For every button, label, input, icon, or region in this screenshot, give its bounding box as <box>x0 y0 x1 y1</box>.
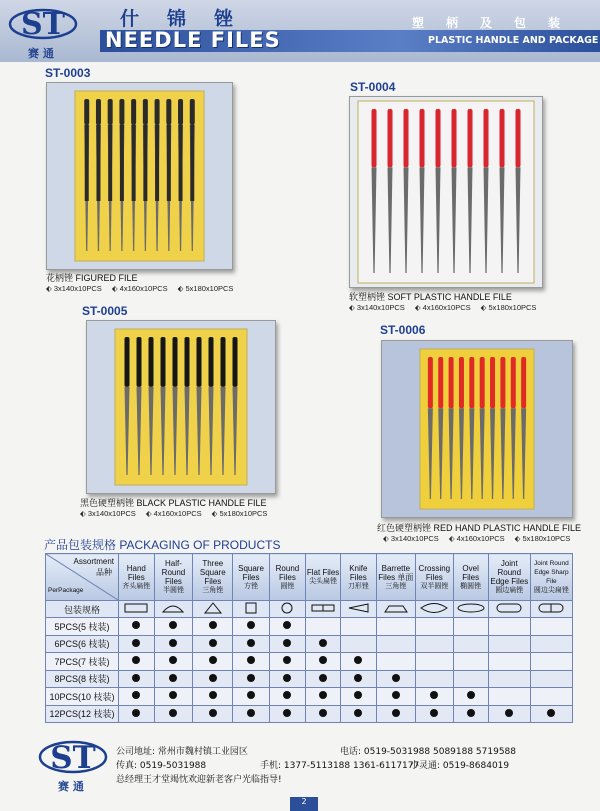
column-header <box>416 554 453 601</box>
table-corner-cell <box>46 554 119 601</box>
table-cell <box>453 670 488 688</box>
table-cell <box>154 618 193 636</box>
included-dot-icon <box>283 709 291 717</box>
product-name: 黑色硬塑柄锉 BLACK PLASTIC HANDLE FILE <box>80 498 267 508</box>
shape-knife-icon <box>341 601 376 618</box>
footer-phone: 电话: 0519-5031988 5089188 5719588 <box>340 747 517 757</box>
column-header-en: Ovel Files <box>462 563 480 582</box>
included-dot-icon <box>354 691 362 699</box>
subtitle-en: PLASTIC HANDLE AND PACKAGE <box>428 35 599 46</box>
product-photo-st0003 <box>46 82 233 270</box>
row-label: 10PCS(10 枝装) <box>46 688 119 706</box>
included-dot-icon <box>132 621 140 629</box>
table-cell <box>488 670 530 688</box>
included-dot-icon <box>209 656 217 664</box>
table-cell <box>416 688 453 706</box>
table-cell <box>453 653 488 671</box>
column-header-en: Hand Files <box>126 563 146 582</box>
table-cell <box>154 653 193 671</box>
column-header <box>341 554 376 601</box>
table-cell <box>453 705 488 723</box>
footer-brand-cn: 赛 通 <box>58 780 84 793</box>
column-header-en: Barrette Files 单面 <box>378 563 414 582</box>
packaging-title: 产品包装规格 PACKAGING OF PRODUCTS <box>44 538 281 552</box>
included-dot-icon <box>169 621 177 629</box>
product-specs: ⬖ 3x140x10PCS ⬖ 4x160x10PCS ⬖ 5x180x10PCS <box>383 534 571 543</box>
table-cell <box>269 670 305 688</box>
included-dot-icon <box>467 691 475 699</box>
table-cell <box>233 618 270 636</box>
row-label: 8PCS(8 枝装) <box>46 670 119 688</box>
product-photo-st0004 <box>349 96 543 288</box>
product-specs: ⬖ 3x140x10PCS ⬖ 4x160x10PCS ⬖ 5x180x10PCS <box>349 303 537 312</box>
included-dot-icon <box>319 691 327 699</box>
corner-per-package: PerPackage <box>48 587 84 594</box>
column-header <box>488 554 530 601</box>
table-cell <box>488 618 530 636</box>
column-header <box>119 554 155 601</box>
shape-sharp-icon <box>530 601 572 618</box>
table-cell <box>306 653 341 671</box>
included-dot-icon <box>169 691 177 699</box>
column-header-cn: 圆边尖扁锉 <box>533 587 569 594</box>
table-cell <box>341 618 376 636</box>
table-cell <box>154 670 193 688</box>
footer-slogan: 总经理王才堂竭忱欢迎新老客户光临指导! <box>116 775 282 785</box>
included-dot-icon <box>247 691 255 699</box>
included-dot-icon <box>169 709 177 717</box>
table-header-row <box>46 554 573 601</box>
table-cell <box>416 670 453 688</box>
included-dot-icon <box>505 709 513 717</box>
row-label: 12PCS(12 枝装) <box>46 705 119 723</box>
shape-oval-icon <box>453 601 488 618</box>
table-cell <box>416 705 453 723</box>
page-number: 2 <box>290 797 318 811</box>
table-cell <box>341 653 376 671</box>
included-dot-icon <box>247 656 255 664</box>
table-cell <box>119 705 155 723</box>
product-photo-st0006 <box>381 340 573 518</box>
included-dot-icon <box>132 691 140 699</box>
table-cell <box>193 635 233 653</box>
column-header-en: Flat Files <box>306 568 340 577</box>
column-header <box>530 554 572 601</box>
included-dot-icon <box>209 621 217 629</box>
table-cell <box>269 705 305 723</box>
included-dot-icon <box>169 656 177 664</box>
table-cell <box>306 705 341 723</box>
included-dot-icon <box>132 709 140 717</box>
table-cell <box>233 670 270 688</box>
table-cell <box>488 653 530 671</box>
table-cell <box>154 688 193 706</box>
table-cell <box>193 618 233 636</box>
table-cell <box>416 635 453 653</box>
product-photo-st0005 <box>86 320 276 494</box>
table-cell <box>530 688 572 706</box>
included-dot-icon <box>319 656 327 664</box>
shape-square-icon <box>233 601 270 618</box>
shape-half-icon <box>154 601 193 618</box>
included-dot-icon <box>247 621 255 629</box>
table-cell <box>193 653 233 671</box>
packaging-table <box>45 553 573 723</box>
shape-rect-icon <box>119 601 155 618</box>
table-cell <box>376 618 416 636</box>
included-dot-icon <box>132 639 140 647</box>
shape-row-label: 包装规格 <box>46 601 119 618</box>
table-cell <box>306 670 341 688</box>
corner-cn: 品种 <box>96 568 112 577</box>
row-label: 5PCS(5 枝装) <box>46 618 119 636</box>
included-dot-icon <box>430 709 438 717</box>
table-row <box>46 618 573 636</box>
included-dot-icon <box>392 691 400 699</box>
table-cell <box>154 635 193 653</box>
table-cell <box>530 618 572 636</box>
table-cell <box>119 653 155 671</box>
shape-lens-icon <box>416 601 453 618</box>
included-dot-icon <box>430 691 438 699</box>
row-label: 7PCS(7 枝装) <box>46 653 119 671</box>
table-cell <box>119 670 155 688</box>
table-cell <box>233 688 270 706</box>
included-dot-icon <box>392 674 400 682</box>
shape-roundrect-icon <box>488 601 530 618</box>
table-cell <box>376 653 416 671</box>
column-header <box>453 554 488 601</box>
table-cell <box>416 653 453 671</box>
table-cell <box>269 688 305 706</box>
included-dot-icon <box>319 709 327 717</box>
column-header-cn: 方锉 <box>244 582 259 590</box>
column-header-cn: 三角锉 <box>385 582 407 590</box>
svg-text:ST: ST <box>50 740 96 776</box>
included-dot-icon <box>169 674 177 682</box>
column-header-en: Knife Files <box>349 563 368 582</box>
included-dot-icon <box>247 709 255 717</box>
column-header <box>233 554 270 601</box>
included-dot-icon <box>209 639 217 647</box>
table-cell <box>233 705 270 723</box>
table-cell <box>530 705 572 723</box>
included-dot-icon <box>209 674 217 682</box>
included-dot-icon <box>467 709 475 717</box>
column-header-en: Round Files <box>275 563 300 582</box>
table-cell <box>193 688 233 706</box>
included-dot-icon <box>283 674 291 682</box>
footer-logo-icon <box>38 736 108 776</box>
table-cell <box>193 705 233 723</box>
column-header-en: Half-Round Files <box>161 559 186 586</box>
table-cell <box>306 618 341 636</box>
table-row <box>46 705 573 723</box>
brand-logo-icon <box>8 4 78 42</box>
table-cell <box>376 705 416 723</box>
table-cell <box>341 705 376 723</box>
included-dot-icon <box>392 709 400 717</box>
table-cell <box>530 635 572 653</box>
table-cell <box>306 635 341 653</box>
table-row <box>46 635 573 653</box>
included-dot-icon <box>132 674 140 682</box>
included-dot-icon <box>132 656 140 664</box>
table-cell <box>530 670 572 688</box>
footer-fax: 传真: 0519-5031988 <box>116 761 207 771</box>
included-dot-icon <box>354 674 362 682</box>
column-header-en: Joint Round Edge Files <box>490 559 529 586</box>
table-cell <box>376 635 416 653</box>
table-cell <box>233 635 270 653</box>
column-header-en: Joint Round Edge Sharp File <box>534 560 569 585</box>
column-header-cn: 圆边扁锉 <box>495 587 524 594</box>
included-dot-icon <box>319 674 327 682</box>
included-dot-icon <box>354 709 362 717</box>
product-specs: ⬖ 3x140x10PCS ⬖ 4x160x10PCS ⬖ 5x180x10PCS <box>46 284 234 293</box>
table-cell <box>453 618 488 636</box>
table-cell <box>488 705 530 723</box>
included-dot-icon <box>209 691 217 699</box>
column-header-cn: 齐头扁锉 <box>122 582 151 590</box>
title-en: NEEDLE FILES <box>105 28 281 52</box>
table-cell <box>376 688 416 706</box>
column-header-cn: 双半圆锉 <box>420 582 449 590</box>
shape-circle-icon <box>269 601 305 618</box>
included-dot-icon <box>247 639 255 647</box>
product-specs: ⬖ 3x140x10PCS ⬖ 4x160x10PCS ⬖ 5x180x10PCS <box>80 509 268 518</box>
included-dot-icon <box>283 656 291 664</box>
product-name: 花柄锉 FIGURED FILE <box>46 273 138 283</box>
table-cell <box>341 688 376 706</box>
table-cell <box>453 635 488 653</box>
shape-barrette-icon <box>376 601 416 618</box>
included-dot-icon <box>283 639 291 647</box>
included-dot-icon <box>319 639 327 647</box>
column-header-cn: 尖头扁锉 <box>309 578 338 585</box>
table-cell <box>306 688 341 706</box>
table-cell <box>269 635 305 653</box>
column-header <box>154 554 193 601</box>
product-name: 红色硬塑柄锉 RED HAND PLASTIC HANDLE FILE <box>377 523 582 533</box>
column-header-cn: 三角锉 <box>202 587 224 594</box>
product-name: 软塑柄锉 SOFT PLASTIC HANDLE FILE <box>349 292 512 302</box>
footer-pager: 小灵通: 0519-8684019 <box>410 761 510 771</box>
title-cn: 什锦锉 <box>120 8 262 30</box>
column-header-cn: 椭圆锉 <box>460 582 482 590</box>
svg-text:ST: ST <box>21 7 65 42</box>
table-cell <box>453 688 488 706</box>
product-code: ST-0005 <box>82 304 128 318</box>
column-header <box>193 554 233 601</box>
column-header <box>269 554 305 601</box>
table-cell <box>233 653 270 671</box>
column-header-en: Three Square Files <box>199 559 226 586</box>
table-row <box>46 670 573 688</box>
table-cell <box>376 670 416 688</box>
shape-tri-icon <box>193 601 233 618</box>
table-cell <box>269 653 305 671</box>
included-dot-icon <box>283 691 291 699</box>
table-cell <box>341 670 376 688</box>
table-cell <box>193 670 233 688</box>
included-dot-icon <box>283 621 291 629</box>
included-dot-icon <box>209 709 217 717</box>
included-dot-icon <box>547 709 555 717</box>
product-code: ST-0004 <box>350 80 396 94</box>
included-dot-icon <box>247 674 255 682</box>
page-header <box>0 0 600 62</box>
brand-name-cn: 赛 通 <box>28 47 54 60</box>
included-dot-icon <box>169 639 177 647</box>
product-code: ST-0003 <box>45 66 91 80</box>
footer-address: 公司地址: 常州市魏村镇工业园区 <box>116 747 248 757</box>
column-header-cn: 半圆锉 <box>162 587 184 594</box>
table-cell <box>488 635 530 653</box>
table-cell <box>341 635 376 653</box>
subtitle-cn: 塑柄及包装 <box>412 16 583 30</box>
column-header-en: Square Files <box>238 563 264 582</box>
column-header-en: Crossing Files <box>418 563 451 582</box>
corner-assortment: Assortment <box>73 557 114 566</box>
table-cell <box>119 618 155 636</box>
included-dot-icon <box>354 656 362 664</box>
product-code: ST-0006 <box>380 323 426 337</box>
table-row <box>46 653 573 671</box>
table-row <box>46 688 573 706</box>
table-cell <box>119 688 155 706</box>
table-cell <box>119 635 155 653</box>
table-cell <box>488 688 530 706</box>
shape-flat-icon <box>306 601 341 618</box>
row-label: 6PCS(6 枝装) <box>46 635 119 653</box>
shape-row <box>46 601 573 618</box>
column-header <box>306 554 341 601</box>
footer-mobile: 手机: 1377-5113188 1361-6117177 <box>260 761 420 771</box>
column-header-cn: 刀形锉 <box>347 582 369 590</box>
table-cell <box>416 618 453 636</box>
table-cell <box>154 705 193 723</box>
column-header-cn: 圆锉 <box>280 582 295 590</box>
table-cell <box>269 618 305 636</box>
column-header <box>376 554 416 601</box>
table-cell <box>530 653 572 671</box>
